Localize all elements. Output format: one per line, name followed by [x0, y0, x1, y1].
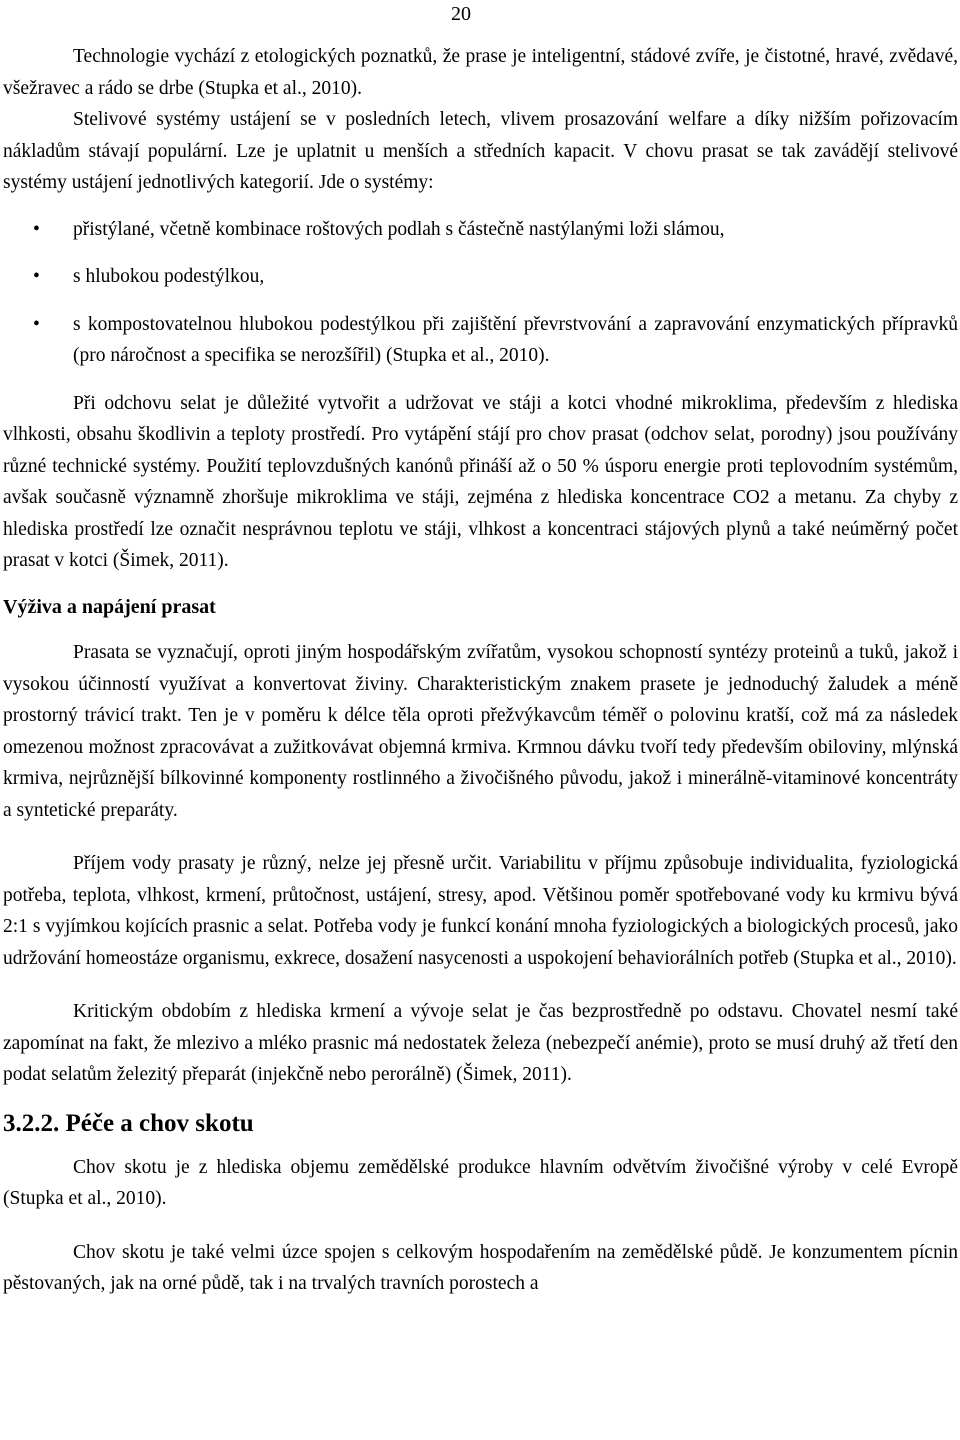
list-item-text: přistýlané, včetně kombinace roštových podlah s částečně nastýlanými loži slámou, — [73, 218, 725, 240]
heading-cattle-section: 3.2.2. Péče a chov skotu — [3, 1109, 254, 1137]
bullet-icon: • — [33, 313, 40, 335]
heading-nutrition: Výživa a napájení prasat — [3, 595, 216, 618]
list-item — [3, 261, 958, 293]
paragraph-water-intake: Příjem vody prasaty je různý, nelze jej přesně určit. Variabilitu v příjmu způsobuje individualita, fyziologická potřeba, teplota, vlhkost, krmení, průtočnost, ustájení, stresy, apod. Většinou poměr spotřebované vody ku krmivu bývá 2:1 s vyjímkou kojících prasnic a selat. Potřeba vody je funkcí konání mnoha fyziologických a biologických procesů, jako udržování homeostáze organismu, exkrece, dosažení nasycenosti a uspokojení behaviorálních potřeb (Stupka et al., 2010). — [3, 853, 958, 969]
paragraph-cattle-production: Chov skotu je z hlediska objemu zemědělské produkce hlavním odvětvím živočišné výroby v celé Evropě (Stupka et al., 2010). — [3, 1156, 958, 1209]
paragraph-weaning: Kritickým obdobím z hlediska krmení a vývoje selat je čas bezprostředně po odstavu. Chovatel nesmí také zapomínat na fakt, že mlezivo a mléko prasnic má nedostatek železa (nebezpečí anémie), proto se musí druhý až třetí den podat selatům železitý přeparát (injekčně nebo perorálně) (Šimek, 2011). — [3, 1001, 958, 1085]
bullet-icon: • — [33, 218, 40, 240]
page-number: 20 — [451, 3, 471, 25]
paragraph-technology: Technologie vychází z etologických poznatků, že prase je inteligentní, stádové zvíře, je čistotné, hravé, zvědavé, všežravec a rádo se drbe (Stupka et al., 2010). — [3, 46, 958, 99]
paragraph-microclimate: Při odchovu selat je důležité vytvořit a udržovat ve stáji a kotci vhodné mikroklima, především z hlediska vlhkosti, obsahu škodlivin a teploty prostředí. Pro vytápění stájí pro chov prasat (odchov selat, porodny) jsou používány různé technické systémy. Použití teplovzdušných kanónů přináší až o 50 % úsporu energie proti teplovodním systémům, avšak současně významně zhoršuje mikroklima ve stáji, zejména z hlediska koncentrace CO2 a metanu. Za chyby z hlediska prostředí lze označit nesprávnou teplotu ve stáji, vlhkost a koncentraci stájových plynů a také neúměrný počet prasat v kotci (Šimek, 2011). — [3, 392, 958, 571]
list-item-text: s hlubokou podestýlkou, — [73, 266, 265, 287]
list-item — [3, 309, 958, 372]
paragraph-nutrition: Prasata se vyznačují, oproti jiným hospodářským zvířatům, vysokou schopností syntézy proteinů a tuků, jakož i vysokou účinností využívat a konvertovat živiny. Charakteristickým znakem prasete je jednoduchý žaludek a méně prostorný trávicí trakt. Ten je v poměru k délce těla oproti přežvýkavcům téměř o polovinu kratší, což má za následek omezenou možnost zpracovávat a zužitkovávat objemná krmiva. Krmnou dávku tvoří tedy především obiloviny, mlýnská krmiva, nejrůznější bílkovinné komponenty rostlinného a živočišného původu, jakož i minerálně-vitaminové koncentráty a syntetické preparáty. — [3, 642, 958, 821]
paragraph-bedding-systems: Stelivové systémy ustájení se v posledních letech, vlivem prosazování welfare a díky nižším pořizovacím nákladům stávají populární. Lze je uplatnit u menších a středních kapacit. V chovu prasat se tak zavádějí stelivové systémy ustájení jednotlivých kategorií. Jde o systémy: — [3, 109, 958, 193]
list-item-text: s kompostovatelnou hlubokou podestýlkou při zajištění převrstvování a zapravování enzymatických přípravků (pro náročnost a specifika se nerozšířil) (Stupka et al., 2010). — [73, 313, 958, 366]
paragraph-cattle-farming: Chov skotu je také velmi úzce spojen s celkovým hospodařením na zemědělské půdě. Je konzumentem pícnin pěstovaných, jak na orné půdě, tak i na trvalých travních porostech a — [3, 1241, 958, 1294]
bedding-systems-list — [3, 214, 958, 372]
page-content — [3, 41, 958, 1300]
list-item — [3, 214, 958, 246]
bullet-icon: • — [33, 266, 40, 287]
